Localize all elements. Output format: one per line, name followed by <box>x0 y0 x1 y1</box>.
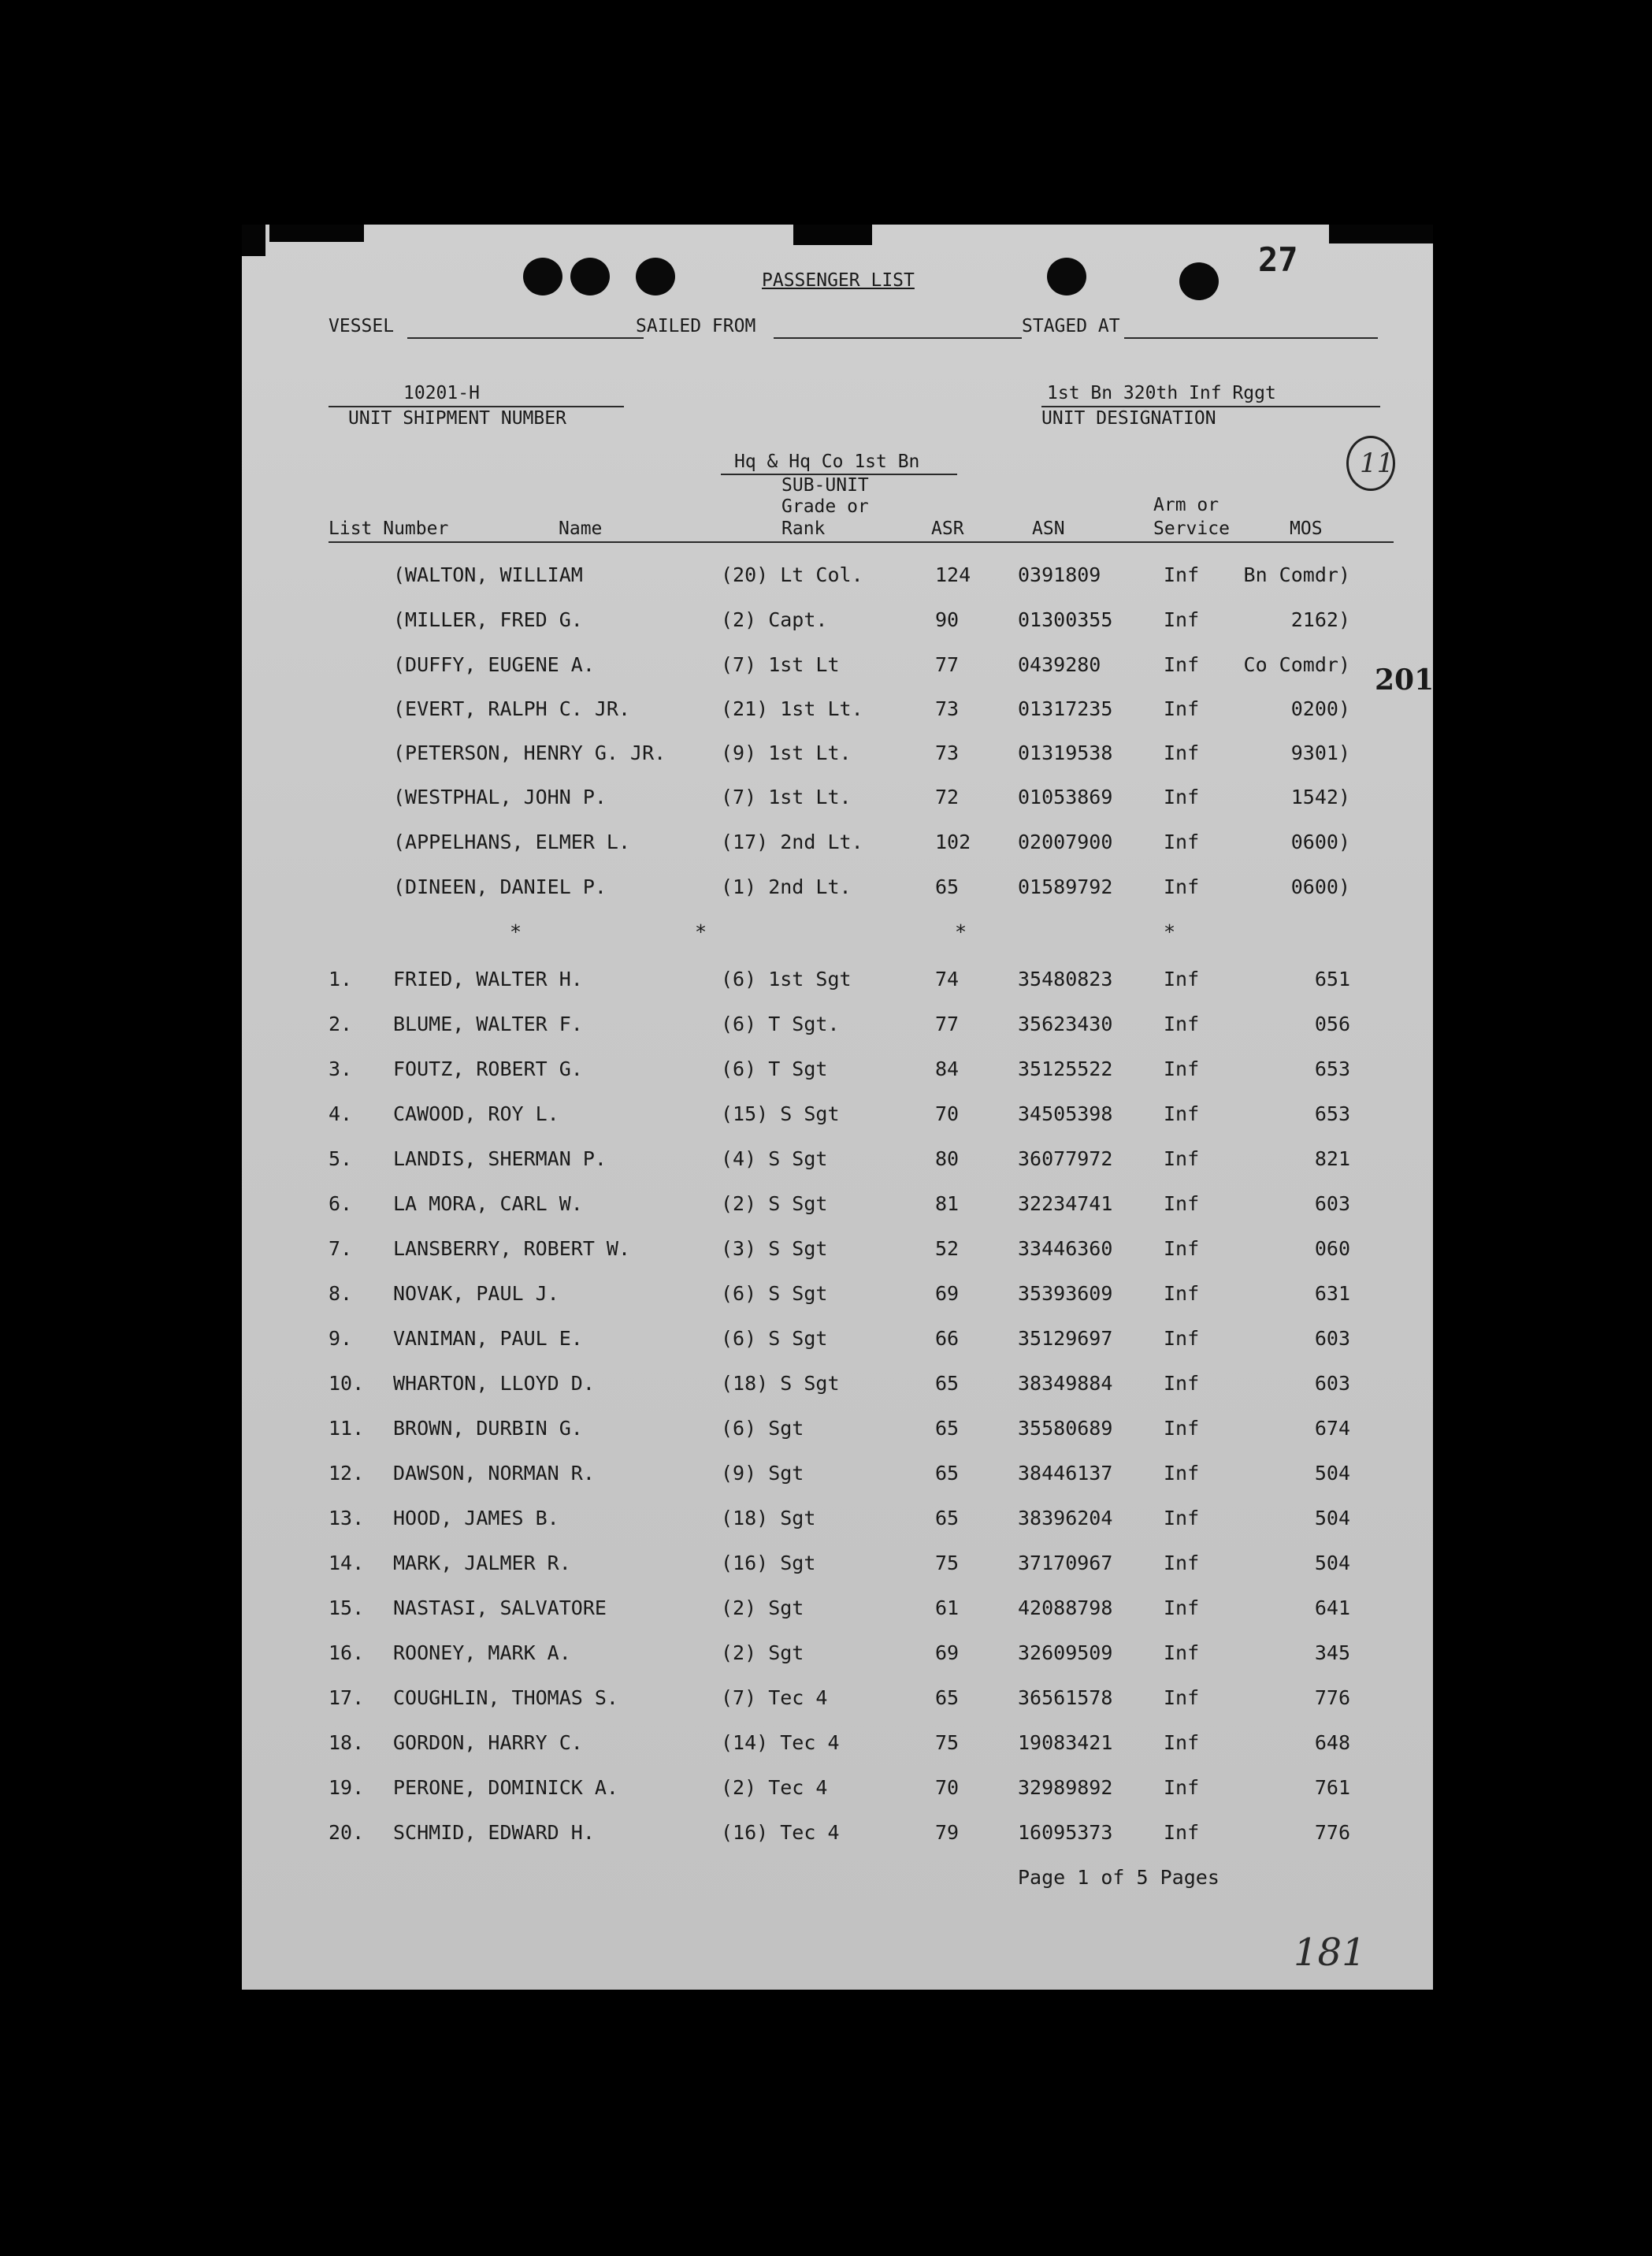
grade: (16) Tec 4 <box>721 1821 840 1844</box>
mos: 641 <box>1314 1596 1350 1619</box>
margin-mark: 201 <box>1375 663 1435 697</box>
officer-row <box>242 563 1433 589</box>
list-number: 7. <box>329 1237 353 1260</box>
asr: 72 <box>935 786 960 808</box>
grade: (6) S Sgt <box>721 1327 828 1350</box>
list-number: 3. <box>329 1057 353 1080</box>
grade: (20) Lt Col. <box>721 563 863 586</box>
grade: (6) S Sgt <box>721 1282 828 1305</box>
grade: (1) 2nd Lt. <box>721 875 852 898</box>
asr: 77 <box>935 1013 960 1035</box>
arm: Inf <box>1164 1147 1200 1170</box>
enlisted-row <box>242 1057 1433 1083</box>
mos: 761 <box>1314 1776 1350 1799</box>
staged-at-label: STAGED AT <box>1022 316 1120 336</box>
asr: 73 <box>935 741 960 764</box>
grade: (14) Tec 4 <box>721 1731 840 1754</box>
mos: 603 <box>1314 1372 1350 1395</box>
grade: (7) 1st Lt <box>721 653 840 676</box>
grade: (18) S Sgt <box>721 1372 840 1395</box>
mos: 651 <box>1314 968 1350 990</box>
asn: 38349884 <box>1018 1372 1113 1395</box>
arm: Inf <box>1164 1372 1200 1395</box>
col-grade-header-1: Grade or <box>781 496 869 517</box>
header-rule <box>329 541 1394 543</box>
mos: 603 <box>1314 1327 1350 1350</box>
unit-designation: 1st Bn 320th Inf Rggt <box>1047 383 1276 403</box>
mos: 674 <box>1314 1417 1350 1440</box>
asn: 32609509 <box>1018 1641 1113 1664</box>
asn: 0391809 <box>1018 563 1101 586</box>
asn: 01053869 <box>1018 786 1113 808</box>
col-asn-header: ASN <box>1032 518 1065 539</box>
mos: 653 <box>1314 1102 1350 1125</box>
name: (DUFFY, EUGENE A. <box>393 653 595 676</box>
asr: 70 <box>935 1102 960 1125</box>
asn: 36561578 <box>1018 1686 1113 1709</box>
grade: (21) 1st Lt. <box>721 697 863 720</box>
officer-row <box>242 653 1433 678</box>
enlisted-row <box>242 1776 1433 1801</box>
asn: 42088798 <box>1018 1596 1113 1619</box>
asr: 79 <box>935 1821 960 1844</box>
page-stamp-number: 27 <box>1258 240 1298 279</box>
underline <box>329 406 624 407</box>
name: (DINEEN, DANIEL P. <box>393 875 607 898</box>
asr: 70 <box>935 1776 960 1799</box>
enlisted-row <box>242 1596 1433 1622</box>
mos: 9301) <box>1290 741 1350 764</box>
enlisted-row <box>242 1462 1433 1487</box>
asr: 65 <box>935 1507 960 1529</box>
unit-shipment-number: 10201-H <box>403 383 480 403</box>
grade: (2) S Sgt <box>721 1192 828 1215</box>
enlisted-row <box>242 1417 1433 1442</box>
punch-hole <box>1179 262 1219 300</box>
list-number: 17. <box>329 1686 365 1709</box>
grade: (2) Tec 4 <box>721 1776 828 1799</box>
circled-mark-text: 11 <box>1360 448 1394 479</box>
mos: 1542) <box>1290 786 1350 808</box>
sailed-from-field <box>774 337 1022 339</box>
mos: Co Comdr) <box>1243 653 1350 676</box>
torn-edge <box>1329 225 1433 243</box>
document-page <box>242 225 1433 1990</box>
list-number: 9. <box>329 1327 353 1350</box>
sub-unit: Hq & Hq Co 1st Bn <box>734 452 920 472</box>
grade: (2) Sgt <box>721 1641 804 1664</box>
col-arm-header-2: Service <box>1153 518 1230 539</box>
arm: Inf <box>1164 741 1200 764</box>
enlisted-row <box>242 968 1433 993</box>
grade: (6) T Sgt <box>721 1057 828 1080</box>
mos: 648 <box>1314 1731 1350 1754</box>
asr: 81 <box>935 1192 960 1215</box>
grade: (9) 1st Lt. <box>721 741 852 764</box>
officer-row <box>242 786 1433 811</box>
list-number: 12. <box>329 1462 365 1485</box>
grade: (3) S Sgt <box>721 1237 828 1260</box>
arm: Inf <box>1164 1552 1200 1574</box>
name: COUGHLIN, THOMAS S. <box>393 1686 618 1709</box>
unit-shipment-number-label: UNIT SHIPMENT NUMBER <box>348 408 566 429</box>
grade: (17) 2nd Lt. <box>721 831 863 853</box>
list-number: 6. <box>329 1192 353 1215</box>
asn: 01589792 <box>1018 875 1113 898</box>
punch-hole <box>1047 258 1086 295</box>
name: FRIED, WALTER H. <box>393 968 583 990</box>
grade: (7) Tec 4 <box>721 1686 828 1709</box>
grade: (6) T Sgt. <box>721 1013 840 1035</box>
separator-mark: * <box>955 920 967 943</box>
name: BLUME, WALTER F. <box>393 1013 583 1035</box>
enlisted-row <box>242 1552 1433 1577</box>
punch-hole <box>523 258 562 295</box>
col-list-number-header: List Number <box>329 518 449 539</box>
arm: Inf <box>1164 563 1200 586</box>
mos: 631 <box>1314 1282 1350 1305</box>
separator-mark: * <box>695 920 707 943</box>
vessel-field <box>407 337 644 339</box>
asn: 36077972 <box>1018 1147 1113 1170</box>
grade: (16) Sgt <box>721 1552 816 1574</box>
asr: 65 <box>935 1372 960 1395</box>
name: PERONE, DOMINICK A. <box>393 1776 618 1799</box>
list-number: 18. <box>329 1731 365 1754</box>
torn-edge <box>242 225 265 256</box>
grade: (6) 1st Sgt <box>721 968 852 990</box>
arm: Inf <box>1164 1192 1200 1215</box>
asn: 35480823 <box>1018 968 1113 990</box>
asn: 35125522 <box>1018 1057 1113 1080</box>
mos: 0200) <box>1290 697 1350 720</box>
grade: (4) S Sgt <box>721 1147 828 1170</box>
separator-mark: * <box>510 920 522 943</box>
punch-hole <box>636 258 675 295</box>
punch-hole <box>570 258 610 295</box>
asr: 65 <box>935 1462 960 1485</box>
name: (APPELHANS, ELMER L. <box>393 831 631 853</box>
asr: 66 <box>935 1327 960 1350</box>
torn-edge <box>269 225 364 242</box>
col-name-header: Name <box>559 518 603 539</box>
mos: 504 <box>1314 1462 1350 1485</box>
asr: 61 <box>935 1596 960 1619</box>
grade: (6) Sgt <box>721 1417 804 1440</box>
arm: Inf <box>1164 1596 1200 1619</box>
name: LANDIS, SHERMAN P. <box>393 1147 607 1170</box>
asn: 16095373 <box>1018 1821 1113 1844</box>
list-number: 8. <box>329 1282 353 1305</box>
mos: 603 <box>1314 1192 1350 1215</box>
name: LA MORA, CARL W. <box>393 1192 583 1215</box>
list-number: 2. <box>329 1013 353 1035</box>
sub-unit-label: SUB-UNIT <box>781 475 869 496</box>
underline <box>1041 406 1380 407</box>
mos: 345 <box>1314 1641 1350 1664</box>
asr: 69 <box>935 1641 960 1664</box>
name: (MILLER, FRED G. <box>393 608 583 631</box>
vessel-label: VESSEL <box>329 316 395 336</box>
enlisted-row <box>242 1821 1433 1846</box>
name: (PETERSON, HENRY G. JR. <box>393 741 666 764</box>
list-number: 20. <box>329 1821 365 1844</box>
officer-row <box>242 697 1433 723</box>
grade: (2) Sgt <box>721 1596 804 1619</box>
officer-row <box>242 875 1433 901</box>
asr: 69 <box>935 1282 960 1305</box>
asn: 38446137 <box>1018 1462 1113 1485</box>
arm: Inf <box>1164 1507 1200 1529</box>
list-number: 14. <box>329 1552 365 1574</box>
col-asr-header: ASR <box>931 518 964 539</box>
list-number: 5. <box>329 1147 353 1170</box>
arm: Inf <box>1164 875 1200 898</box>
asn: 35129697 <box>1018 1327 1113 1350</box>
enlisted-row <box>242 1731 1433 1756</box>
mos: 776 <box>1314 1821 1350 1844</box>
asn: 35393609 <box>1018 1282 1113 1305</box>
page-footer: Page 1 of 5 Pages <box>1018 1866 1220 1889</box>
arm: Inf <box>1164 1102 1200 1125</box>
asr: 65 <box>935 875 960 898</box>
list-number: 10. <box>329 1372 365 1395</box>
arm: Inf <box>1164 1237 1200 1260</box>
asn: 37170967 <box>1018 1552 1113 1574</box>
arm: Inf <box>1164 1641 1200 1664</box>
arm: Inf <box>1164 1282 1200 1305</box>
name: DAWSON, NORMAN R. <box>393 1462 595 1485</box>
arm: Inf <box>1164 831 1200 853</box>
arm: Inf <box>1164 1417 1200 1440</box>
name: GORDON, HARRY C. <box>393 1731 583 1754</box>
enlisted-row <box>242 1147 1433 1173</box>
asr: 124 <box>935 563 971 586</box>
handwritten-number: 181 <box>1294 1931 1366 1975</box>
name: WHARTON, LLOYD D. <box>393 1372 595 1395</box>
asn: 38396204 <box>1018 1507 1113 1529</box>
mos: 821 <box>1314 1147 1350 1170</box>
staged-at-field <box>1124 337 1378 339</box>
name: (EVERT, RALPH C. JR. <box>393 697 631 720</box>
asn: 0439280 <box>1018 653 1101 676</box>
mos: 776 <box>1314 1686 1350 1709</box>
list-number: 13. <box>329 1507 365 1529</box>
name: SCHMID, EDWARD H. <box>393 1821 595 1844</box>
list-number: 16. <box>329 1641 365 1664</box>
asr: 65 <box>935 1686 960 1709</box>
name: NOVAK, PAUL J. <box>393 1282 559 1305</box>
arm: Inf <box>1164 1462 1200 1485</box>
name: MARK, JALMER R. <box>393 1552 571 1574</box>
mos: 653 <box>1314 1057 1350 1080</box>
arm: Inf <box>1164 786 1200 808</box>
name: FOUTZ, ROBERT G. <box>393 1057 583 1080</box>
asn: 32989892 <box>1018 1776 1113 1799</box>
enlisted-row <box>242 1013 1433 1038</box>
arm: Inf <box>1164 1013 1200 1035</box>
officer-row <box>242 608 1433 634</box>
enlisted-row <box>242 1327 1433 1352</box>
enlisted-row <box>242 1102 1433 1128</box>
unit-designation-label: UNIT DESIGNATION <box>1041 408 1216 429</box>
asr: 75 <box>935 1731 960 1754</box>
asn: 34505398 <box>1018 1102 1113 1125</box>
separator-mark: * <box>1164 920 1176 943</box>
name: ROONEY, MARK A. <box>393 1641 571 1664</box>
asr: 52 <box>935 1237 960 1260</box>
list-number: 11. <box>329 1417 365 1440</box>
mos: 504 <box>1314 1552 1350 1574</box>
enlisted-row <box>242 1686 1433 1712</box>
col-arm-header-1: Arm or <box>1153 495 1220 515</box>
asn: 32234741 <box>1018 1192 1113 1215</box>
asr: 73 <box>935 697 960 720</box>
enlisted-row <box>242 1372 1433 1397</box>
asr: 65 <box>935 1417 960 1440</box>
name: LANSBERRY, ROBERT W. <box>393 1237 631 1260</box>
name: CAWOOD, ROY L. <box>393 1102 559 1125</box>
name: VANIMAN, PAUL E. <box>393 1327 583 1350</box>
arm: Inf <box>1164 1776 1200 1799</box>
officer-row <box>242 741 1433 767</box>
asn: 35623430 <box>1018 1013 1113 1035</box>
grade: (7) 1st Lt. <box>721 786 852 808</box>
arm: Inf <box>1164 1686 1200 1709</box>
mos: Bn Comdr) <box>1243 563 1350 586</box>
name: NASTASI, SALVATORE <box>393 1596 607 1619</box>
arm: Inf <box>1164 1731 1200 1754</box>
col-grade-header-2: Rank <box>781 518 826 539</box>
asr: 102 <box>935 831 971 853</box>
col-mos-header: MOS <box>1290 518 1323 539</box>
mos: 060 <box>1314 1237 1350 1260</box>
torn-edge <box>793 225 872 245</box>
list-number: 4. <box>329 1102 353 1125</box>
asr: 84 <box>935 1057 960 1080</box>
arm: Inf <box>1164 1821 1200 1844</box>
arm: Inf <box>1164 968 1200 990</box>
asr: 74 <box>935 968 960 990</box>
asn: 02007900 <box>1018 831 1113 853</box>
name: HOOD, JAMES B. <box>393 1507 559 1529</box>
arm: Inf <box>1164 1057 1200 1080</box>
name: BROWN, DURBIN G. <box>393 1417 583 1440</box>
asn: 01300355 <box>1018 608 1113 631</box>
grade: (15) S Sgt <box>721 1102 840 1125</box>
enlisted-row <box>242 1641 1433 1667</box>
officer-row <box>242 831 1433 856</box>
asn: 33446360 <box>1018 1237 1113 1260</box>
arm: Inf <box>1164 653 1200 676</box>
arm: Inf <box>1164 697 1200 720</box>
name: (WESTPHAL, JOHN P. <box>393 786 607 808</box>
asn: 19083421 <box>1018 1731 1113 1754</box>
asr: 90 <box>935 608 960 631</box>
sailed-from-label: SAILED FROM <box>636 316 756 336</box>
page-title: PASSENGER LIST <box>762 270 915 291</box>
asr: 77 <box>935 653 960 676</box>
enlisted-row <box>242 1192 1433 1217</box>
mos: 2162) <box>1290 608 1350 631</box>
list-number: 19. <box>329 1776 365 1799</box>
list-number: 1. <box>329 968 353 990</box>
list-number: 15. <box>329 1596 365 1619</box>
circled-mark <box>1346 436 1395 491</box>
grade: (18) Sgt <box>721 1507 816 1529</box>
enlisted-row <box>242 1507 1433 1532</box>
mos: 0600) <box>1290 831 1350 853</box>
asn: 01317235 <box>1018 697 1113 720</box>
enlisted-row <box>242 1282 1433 1307</box>
asr: 80 <box>935 1147 960 1170</box>
enlisted-row <box>242 1237 1433 1262</box>
mos: 056 <box>1314 1013 1350 1035</box>
asr: 75 <box>935 1552 960 1574</box>
asn: 01319538 <box>1018 741 1113 764</box>
grade: (2) Capt. <box>721 608 828 631</box>
name: (WALTON, WILLIAM <box>393 563 583 586</box>
mos: 0600) <box>1290 875 1350 898</box>
grade: (9) Sgt <box>721 1462 804 1485</box>
arm: Inf <box>1164 1327 1200 1350</box>
mos: 504 <box>1314 1507 1350 1529</box>
arm: Inf <box>1164 608 1200 631</box>
asn: 35580689 <box>1018 1417 1113 1440</box>
